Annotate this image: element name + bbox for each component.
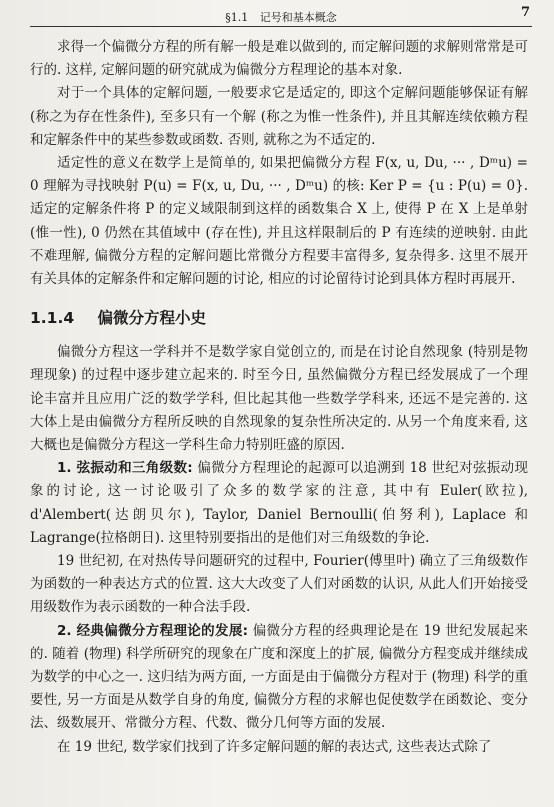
section-heading: [30, 307, 528, 329]
paragraph-meaning: 适定性的意义在数学上是简单的, 如果把偏微分方程 F(x, u, Du, ··· , Dᵐu) = 0 理解为寻找映射 P(u) = F(x, u, Du, ··· , Dᵐu) 的核: Ker P = {u : P(u) = 0}. 适定的定解条件将 P 的定义域限制到这样的函数集合 X 上, 使得 P 在 X 上是单射 (惟一性), 0 仍然在其值域中 (存在性), 并且这样限制后的 P 有连续的逆映射. 由此不难理解, 偏微分方程的定解问题比常微分方程要丰富得多, 复杂得多. 这里不展开有关具体的定解条件和定解问题的讨论, 相应的讨论留待讨论到具体方程时再展开.: [30, 155, 528, 288]
paragraph-fourier: 19 世纪初, 在对热传导问题研究的过程中, Fourier(傅里叶) 确立了三角级数作为函数的一种表达方式的位置. 这大大改变了人们对函数的认识, 从此人们开始接受用级数作为表示函数的一种合法手段.: [30, 553, 528, 616]
page-number: 7: [520, 5, 530, 20]
header-chapter-title: 记号和基本概念: [259, 11, 337, 24]
item-2-lead: 2. 经典偏微分方程理论的发展:: [57, 622, 249, 639]
item-1-text: 偏微分方程理论的起源可以追溯到 18 世纪对弦振动现象的讨论, 这一讨论吸引了众多的数学家的注意, 其中有 Euler(欧拉), d'Alembert(达朗贝尔), Taylor, Daniel Bernoulli(伯努利), Laplace 和 Lagrange(拉格朗日). 这里特别要指出的是他们对三角级数的争论.: [30, 460, 528, 546]
paragraph-item-2: [30, 620, 528, 736]
section-title: 偏微分方程小史: [97, 309, 207, 328]
paragraph-item-1: [30, 457, 528, 550]
section-number: 1.1.4: [30, 309, 75, 328]
item-1-lead: 1. 弦振动和三角级数:: [57, 460, 193, 477]
page-body: [30, 36, 528, 759]
running-header: [30, 4, 532, 27]
header-section-number: §1.1: [225, 11, 249, 24]
item-2-text: 偏微分方程的经典理论是在 19 世纪发展起来的. 随着 (物理) 科学所研究的现象在广度和深度上的扩展, 偏微分方程变成并继续成为数学的中心之一. 这归结为两方面, 一方面是由于偏微分方程对于 (物理) 科学的重要性, 另一方面是从数学自身的角度, 偏微分方程的求解也促使数学在函数论、变分法、级数展开、常微分方程、代数、微分几何等方面的发展.: [30, 622, 528, 732]
header-title-line: [30, 9, 532, 25]
paragraph-well-posedness: 对于一个具体的定解问题, 一般要求它是适定的, 即这个定解问题能够保证有解 (称之为存在性条件), 至多只有一个解 (称之为惟一性条件), 并且其解连续依赖方程和定解条件中的某些参数或函数. 否则, 就称之为不适定的.: [30, 85, 528, 148]
paragraph-last: 在 19 世纪, 数学家们找到了许多定解问题的解的表达式, 这些表达式除了: [57, 738, 492, 755]
paragraph-history-intro: 偏微分方程这一学科并不是数学家自觉创立的, 而是在讨论自然现象 (特别是物理现象) 的过程中逐步建立起来的. 时至今日, 虽然偏微分方程已经发展成了一个理论丰富并且应用广泛的数学学科, 但比起其他一些数学学科来, 还远不是完善的. 这大体上是由偏微分方程所反映的自然现象的复杂性所决定的. 从另一个角度来看, 这大概也是偏微分方程这一学科生命力特别旺盛的原因.: [30, 344, 528, 454]
paragraph-solutions: 求得一个偏微分方程的所有解一般是难以做到的, 而定解问题的求解则常常是可行的. 这样, 定解问题的研究就成为偏微分方程理论的基本对象.: [30, 39, 528, 79]
